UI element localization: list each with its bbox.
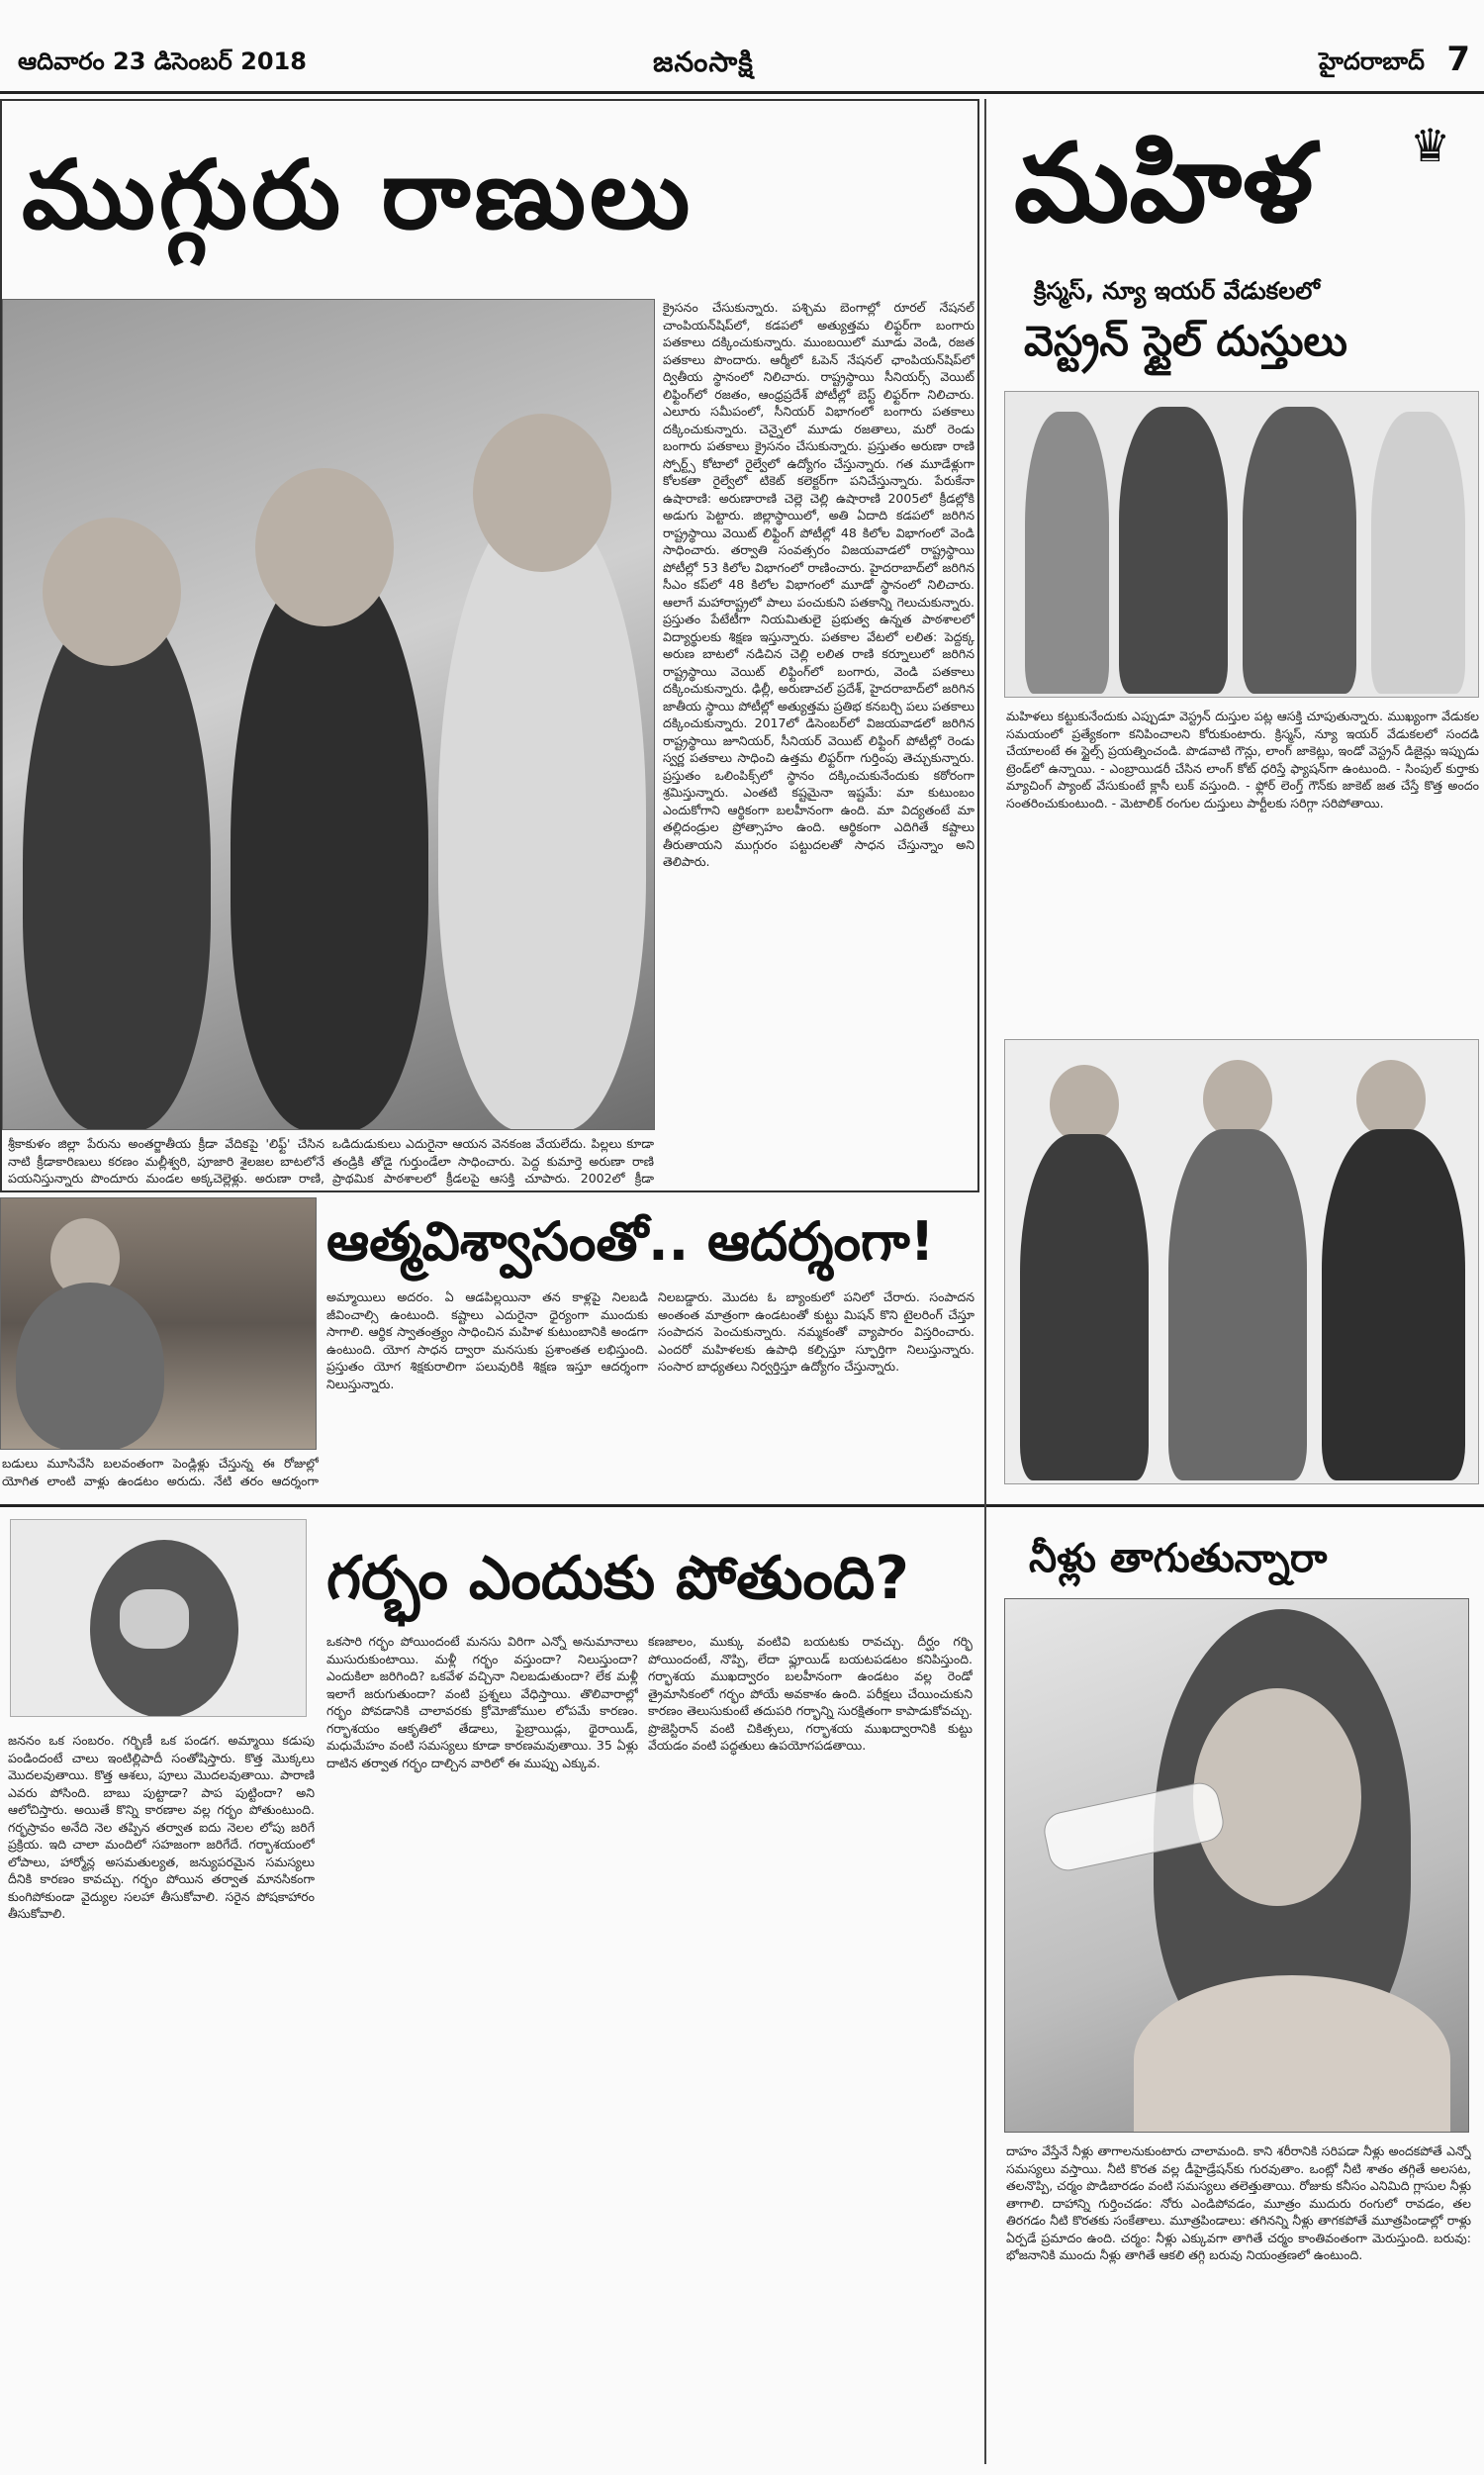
sister-right-face — [473, 414, 611, 572]
model-6 — [1168, 1129, 1307, 1480]
pregnancy-illustration — [10, 1519, 307, 1717]
model-4 — [1371, 412, 1465, 694]
model-7 — [1322, 1129, 1465, 1480]
sister-right-figure — [438, 498, 646, 1130]
yogitha-figure — [16, 1283, 164, 1450]
model-7-face — [1356, 1060, 1426, 1139]
story-column-bottom-middle: ఒడిదుడుకులు ఎదురైనా ఆయన వెనకంజ వేయలేదు. పిల్లలు కూడా తండ్రికి తోడై గుర్తుండేలా సాధించారు. పెద్ద కుమార్తె అరుణా రాణి ప్రాథమిక పాఠశాలలో క్రీడలపై ఆసక్తి చూపారు. 2002లో క్రీడా — [332, 1136, 654, 1186]
story-headline: నీళ్లు తాగుతున్నారా — [1029, 1536, 1328, 1581]
model-3 — [1243, 407, 1356, 694]
mahila-section — [994, 99, 1484, 1494]
mahila-body: మహిళలు కట్టుకునేందుకు ఎప్పుడూ వెస్ట్రన్ దుస్తుల పట్ల ఆసక్తి చూపుతున్నారు. ముఖ్యంగా వేడుకల సమయంలో ప్రత్యేకంగా కనిపించాలని కోరుకుంటారు. క్రిస్మస్, న్యూ ఇయర్ వేడుకలలో సందడి చేయాలంటే ఈ స్టైల్స్ ప్రయత్నించండి. పొడవాటి గౌన్లు, లాంగ్ జాకెట్లు, ఇండో వెస్ట్రన్ డిజైన్లు ఇప్పుడు ట్రెండ్‌లో ఉన్నాయి. - ఎంబ్రాయిడరీ చేసిన లాంగ్ కోట్ ధరిస్తే ఫ్యాషన్‌గా ఉంటుంది. - సింపుల్ కుర్తాకు మ్యాచింగ్ ప్యాంట్ వేసుకుంటే క్లాసీ లుక్ వస్తుంది. - ఫ్లోర్ లెంగ్త్ గౌన్‌కు జాకెట్ జత చేస్తే కొత్త అందం సంతరించుకుంటుంది. - మెటాలిక్ రంగుల దుస్తులు పార్టీలకు సరిగ్గా సరిపోతాయి. — [1006, 709, 1479, 810]
crown-icon: ♛ — [1410, 119, 1451, 172]
model-5-face — [1050, 1065, 1119, 1144]
story-miscarriage — [0, 1514, 979, 2464]
sister-middle-face — [255, 468, 394, 626]
column-divider — [984, 99, 986, 2464]
story-headline: వెస్ట్రన్ స్టైల్ దుస్తులు — [1024, 317, 1347, 365]
yogitha-photo — [0, 1197, 317, 1450]
section-divider — [0, 1504, 1484, 1507]
story-headline: గర్భం ఎందుకు పోతుంది? — [326, 1544, 910, 1613]
fashion-photo-strip — [1004, 391, 1479, 698]
masthead — [0, 0, 1484, 94]
model-5 — [1020, 1134, 1149, 1480]
story-column-right: క్రైసనం చేసుకున్నారు. పశ్చిమ బెంగాల్లో రూరల్ నేషనల్ చాంపియన్‌షిప్‌లో, కడపలో అత్యుత్తమ లిఫ్టర్‌గా బంగారు పతకాలు దక్కించుకున్నారు. ముంబయిలో మూడు వెండి, రజత పతకాలు పొందారు. ఆర్మీలో ఓపెన్ నేషనల్ ఛాంపియన్‌షిప్‌లో ద్వితీయ స్థానంలో నిలిచారు. రాష్ట్రస్థాయి సీనియర్స్ వెయిట్ లిఫ్టింగ్‌లో రజతం, ఆంధ్రప్రదేశ్ పోటీల్లో బెస్ట్ లిఫ్టర్‌గా నిలిచారు. ఎలూరు సమీపంలో, సీనియర్ విభాగంలో బంగారు పతకాలు దక్కించుకున్నారు. చెన్నైలో మూడు రజతాలు, మరో రెండు బంగారు పతకాలు క్రైసనం చేసుకున్నారు. ప్రస్తుతం అరుణా రాణి స్పోర్ట్స్ కోటాలో రైల్వేలో ఉద్యోగం చేస్తున్నారు. గత మూడేళ్లుగా కోలకతా రైల్వేలో టికెట్ కలెక్టర్‌గా పనిచేస్తున్నారు. పేరుకేనా ఉషారాణి: అరుణారాణి చెల్లె చెల్లి ఉషారాణి 2005లో క్రీడల్లోకి అడుగు పెట్టారు. జిల్లాస్థాయిలో, అతి ఏదాది కడపలో జరిగిన రాష్ట్రస్థాయి వెయిట్ లిఫ్టింగ్ పోటీల్లో 48 కిలోల విభాగంలో వెండి సాధించారు. తర్వాతి సంవత్సరం విజయవాడలో రాష్ట్రస్థాయి పోటీల్లో 53 కిలోల విభాగంలో రాణించారు. హైదరాబాద్‌లో జరిగిన సీఎం కప్‌లో 48 కిలోల విభాగంలో మూడో స్థానంలో నిలిచారు. ఆలాగే మహారాష్ట్రలో పాలు పంచుకుని పతకాన్ని గెలుచుకున్నారు. ప్రస్తుతం పేటేటీగా నియమితులై ప్రభుత్వ ఉన్నత పాఠశాలలో విద్యార్థులకు శిక్షణ ఇస్తున్నారు. పతకాల వేటలో లలిత: పెద్దక్క అరుణ బాటలో నడిచిన చెల్లి లలిత రాణి కర్నూలులో జరిగిన రాష్ట్రస్థాయి వెయిట్ లిఫ్టింగ్‌లో బంగారు, వెండి పతకాలు దక్కించుకున్నారు. ఢిల్లీ, అరుణాచల్ ప్రదేశ్, హైదరాబాద్‌లో జరిగిన జాతీయ స్థాయి పోటీల్లో అత్యుత్తమ ప్రతిభ కనబర్చి పలు పతకాలు దక్కించుకున్నారు. 2017లో డిసెంబర్‌లో విజయవాడలో జరిగిన రాష్ట్రస్థాయి జూనియర్, సీనియర్ వెయిట్ లిఫ్టింగ్ పోటీల్లో రెండు స్వర్ణ పతకాలు సాధించి ఉత్తమ లిఫ్టర్‌గా గుర్తింపు తెచ్చుకున్నారు. ప్రస్తుతం ఒలింపిక్స్‌లో స్థానం దక్కించుకునేందుకు కఠోరంగా శ్రమిస్తున్నారు. ఎంతటి కష్టమైనా ఇష్టమే: మా కుటుంబం ఎందుకోగాని ఆర్థికంగా బలహీనంగా ఉంది. మా విద్యతంటే మా తల్లిదండ్రుల ప్రోత్సాహం ఉంది. ఆర్థికంగా ఎదిగితే కష్టాలు తీరుతాయని ముగ్గురం పట్టుదలతో సాధన చేస్తున్నాం అని తెలిపారు. — [663, 300, 974, 869]
sister-middle-figure — [231, 557, 428, 1130]
section-title: మహిళ — [1014, 119, 1314, 246]
issue-date: ఆదివారం 23 డిసెంబర్ 2018 — [18, 48, 307, 75]
three-sisters-photo — [2, 299, 655, 1130]
newspaper-logo: జనంసాక్షి — [653, 46, 754, 78]
story-column-2: ఒకసారి గర్భం పోయిందంటే మనసు విరిగా ఎన్నో అనుమానాలు ముసురుకుంటాయి. మళ్లీ గర్భం వస్తుందా? నిలుస్తుందా? ఎందుకిలా జరిగింది? ఒకవేళ వచ్చినా నిలబడుతుందా? లేక మళ్లీ ఇలాగే జరుగుతుందా? వంటి ప్రశ్నలు వేధిస్తాయి. తొలివారాల్లో గర్భం పోవడానికి చాలావరకు క్రోమోజోముల లోపమే కారణం. గర్భాశయం ఆకృతిలో తేడాలు, ఫైబ్రాయిడ్లు, థైరాయిడ్, మధుమేహం వంటి సమస్యలు కూడా కారణమవుతాయి. 35 ఏళ్లు దాటిన తర్వాత గర్భం దాల్చిన వారిలో ఈ ముప్పు ఎక్కువ. — [326, 1634, 638, 1770]
story-column-1: జననం ఒక సంబరం. గర్భిణీ ఒక పండగ. అమ్మాయి కడుపు పండిందంటే చాలు ఇంటిల్లిపాదీ సంతోషిస్తారు. కొత్త మొక్కలు మొదలవుతాయి. కొత్త ఆశలు, పూలు మొదలవుతాయి. పారాణి ఎవరు పోసింది. బాబు పుట్టాడా? పాప పుట్టిందా? అని ఆలోచిస్తారు. అయితే కొన్ని కారణాల వల్ల గర్భం పోతుంటుంది. గర్భస్రావం అనేది నెల తప్పిన తర్వాత ఐదు నెలల లోపు జరిగే ప్రక్రియ. ఇది చాలా మందిలో సహజంగా జరిగేదే. గర్భాశయంలో లోపాలు, హార్మోన్ల అసమతుల్యత, జన్యుపరమైన సమస్యలు దీనికి కారణం కావచ్చు. గర్భం పోయిన తర్వాత మానసికంగా కుంగిపోకుండా వైద్యుల సలహా తీసుకోవాలి. సరైన పోషకాహారం తీసుకోవాలి. — [8, 1733, 315, 1921]
model-6-face — [1203, 1060, 1272, 1139]
story-headline: ముగ్గురు రాణులు — [22, 140, 695, 250]
story-confidence — [0, 1197, 979, 1489]
page-number: 7 — [1446, 40, 1470, 79]
story-headline: ఆత్మవిశ్వాసంతో.. ఆదర్శంగా! — [326, 1210, 935, 1273]
sister-left-face — [43, 518, 181, 666]
model-2 — [1119, 407, 1228, 694]
story-column-1: అమ్మాయిలు అదరం. ఏ ఆడపిల్లయినా తన కాళ్లపై నిలబడి జీవించాల్సి ఉంటుంది. కష్టాలు ఎదురైనా ధైర్యంగా ముందుకు సాగాలి. ఆర్థిక స్వాతంత్ర్యం సాధించిన మహిళ కుటుంబానికి అండగా ఉంటుంది. యోగ సాధన ద్వారా మనసుకు ప్రశాంతత లభిస్తుంది. ప్రస్తుతం యోగ శిక్షకురాలిగా పలువురికి శిక్షణ ఇస్తూ ఆదర్శంగా నిలుస్తున్నారు. — [326, 1289, 648, 1391]
story-column-2: నిలబడ్డారు. మొదట ఓ బ్యాంకులో పనిలో చేరారు. సంపాదన అంతంత మాత్రంగా ఉండటంతో కుట్టు మిషన్ కొని టైలరింగ్ చేస్తూ సంపాదన పెంచుకున్నారు. నమ్మకంతో వ్యాపారం విస్తరించారు. ఎందరో మహిళలకు ఉపాధి కల్పిస్తూ స్ఫూర్తిగా నిలుస్తున్నారు. సంసార బాధ్యతలు నిర్వర్తిస్తూ ఉద్యోగం చేస్తున్నారు. — [658, 1289, 974, 1374]
model-1 — [1025, 412, 1109, 694]
section-kicker: క్రిస్మస్, న్యూ ఇయర్ వేడుకలలో — [1034, 277, 1320, 305]
edition-city: హైదరాబాద్ — [1319, 48, 1425, 75]
fashion-photo-strip-2 — [1004, 1039, 1479, 1484]
sister-left-figure — [23, 597, 211, 1130]
hand-shape — [120, 1589, 189, 1649]
story-column-3: కణజాలం, ముక్కు వంటివి బయటకు రావచ్చు. దీర్ఘం గర్భి పోయిందంటే, నొప్పి, లేదా ఫ్లూయిడ్ బయటపడటం కనిపిస్తుంది. గర్భాశయ ముఖద్వారం బలహీనంగా ఉండటం వల్ల రెండో త్రైమాసికంలో గర్భం పోయే అవకాశం ఉంది. పరీక్షలు చేయించుకుని కారణం తెలుసుకుంటే తదుపరి గర్భాన్ని సురక్షితంగా కాపాడుకోవచ్చు. ప్రొజెస్టిరాన్ వంటి చికిత్సలు, గర్భాశయ ముఖద్వారానికి కుట్టు వేయడం వంటి పద్ధతులు ఉపయోగపడతాయి. — [648, 1634, 973, 1753]
water-section — [994, 1514, 1484, 2464]
story-three-queens — [0, 99, 979, 1192]
photo-caption: బడులు మూసివేసి బలవంతంగా పెండ్లిళ్లు చేస్తున్న ఈ రోజుల్లో యోగిత లాంటి వాళ్లు ఉండటం అరుదు. నేటి తరం ఆదర్శంగా — [2, 1456, 319, 1488]
story-column-bottom-left: శ్రీకాకుళం జిల్లా పేరును అంతర్జాతీయ క్రీడా వేదికపై 'లిఫ్ట్' చేసిన నాటి క్రీడాకారిణులు కరణం మల్లీశ్వరి, పూజారి శైలజల బాటలోనే పయనిస్తున్నారు పొందూరు మండల అక్కచెల్లెళ్లు. అరుణా రాణి, — [8, 1136, 325, 1186]
water-body: దాహం వేస్తేనే నీళ్లు తాగాలనుకుంటారు చాలామంది. కాని శరీరానికి సరిపడా నీళ్లు అందకపోతే ఎన్నో సమస్యలు వస్తాయి. నీటి కొరత వల్ల డీహైడ్రేషన్‌కు గురవుతాం. ఒంట్లో నీటి శాతం తగ్గితే అలసట, తలనొప్పి, చర్మం పొడిబారడం వంటి సమస్యలు తలెత్తుతాయి. రోజుకు కనీసం ఎనిమిది గ్లాసుల నీళ్లు తాగాలి. దాహాన్ని గుర్తించడం: నోరు ఎండిపోవడం, మూత్రం ముదురు రంగులో రావడం, తల తిరగడం నీటి కొరతకు సంకేతాలు. మూత్రపిండాలు: తగినన్ని నీళ్లు తాగకపోతే మూత్రపిండాల్లో రాళ్లు ఏర్పడే ప్రమాదం ఉంది. చర్మం: నీళ్లు ఎక్కువగా తాగితే చర్మం కాంతివంతంగా మెరుస్తుంది. బరువు: భోజనానికి ముందు నీళ్లు తాగితే ఆకలి తగ్గి బరువు నియంత్రణలో ఉంటుంది. — [1006, 2143, 1471, 2262]
shoulders-shape — [1134, 1975, 1450, 2133]
woman-drinking-water-photo — [1004, 1598, 1469, 2133]
